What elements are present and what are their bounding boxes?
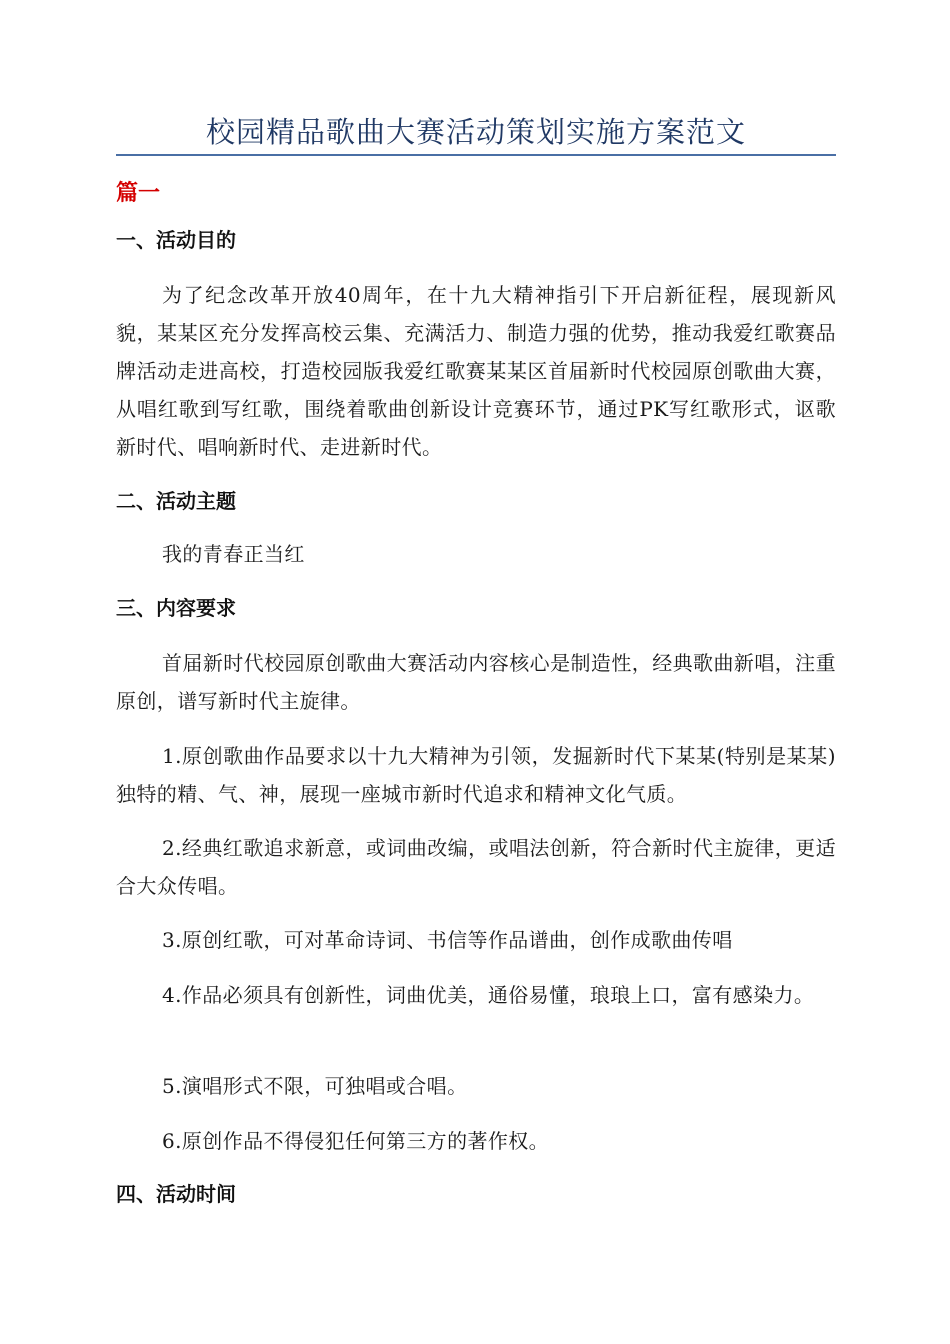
- paragraph-content-item-6: 6.原创作品不得侵犯任何第三方的著作权。: [162, 1129, 550, 1153]
- title-underline: [116, 154, 836, 156]
- paragraph-content-item-2: 2.经典红歌追求新意，或词曲改编，或唱法创新，符合新时代主旋律，更适合大众传唱。: [116, 836, 836, 898]
- part-label: 篇一: [116, 181, 161, 206]
- section-heading-time: 四、活动时间: [116, 1182, 236, 1206]
- paragraph-content-intro: 首届新时代校园原创歌曲大赛活动内容核心是制造性，经典歌曲新唱，注重原创，谱写新时代主旋律。: [116, 651, 836, 713]
- paragraph-theme: 我的青春正当红: [162, 542, 305, 566]
- paragraph-content-item-5: 5.演唱形式不限，可独唱或合唱。: [162, 1074, 468, 1098]
- document-title: 校园精品歌曲大赛活动策划实施方案范文: [205, 115, 746, 149]
- paragraph-content-item-4: 4.作品必须具有创新性，词曲优美，通俗易懂，琅琅上口，富有感染力。: [162, 983, 815, 1007]
- section-heading-content: 三、内容要求: [116, 596, 236, 620]
- section-heading-theme: 二、活动主题: [116, 489, 236, 513]
- section-heading-purpose: 一、活动目的: [116, 228, 236, 252]
- paragraph-content-item-1: 1.原创歌曲作品要求以十九大精神为引领，发掘新时代下某某(特别是某某)独特的精、气、神，展现一座城市新时代追求和精神文化气质。: [116, 744, 836, 806]
- paragraph-purpose: 为了纪念改革开放40周年，在十九大精神指引下开启新征程，展现新风貌，某某区充分发挥高校云集、充满活力、制造力强的优势，推动我爱红歌赛品牌活动走进高校，打造校园版我爱红歌赛某某区首届新时代校园原创歌曲大赛，从唱红歌到写红歌，围绕着歌曲创新设计竞赛环节，通过PK写红歌形式，讴歌新时代、唱响新时代、走进新时代。: [116, 283, 836, 459]
- paragraph-content-item-3: 3.原创红歌，可对革命诗词、书信等作品谱曲，创作成歌曲传唱: [162, 928, 733, 952]
